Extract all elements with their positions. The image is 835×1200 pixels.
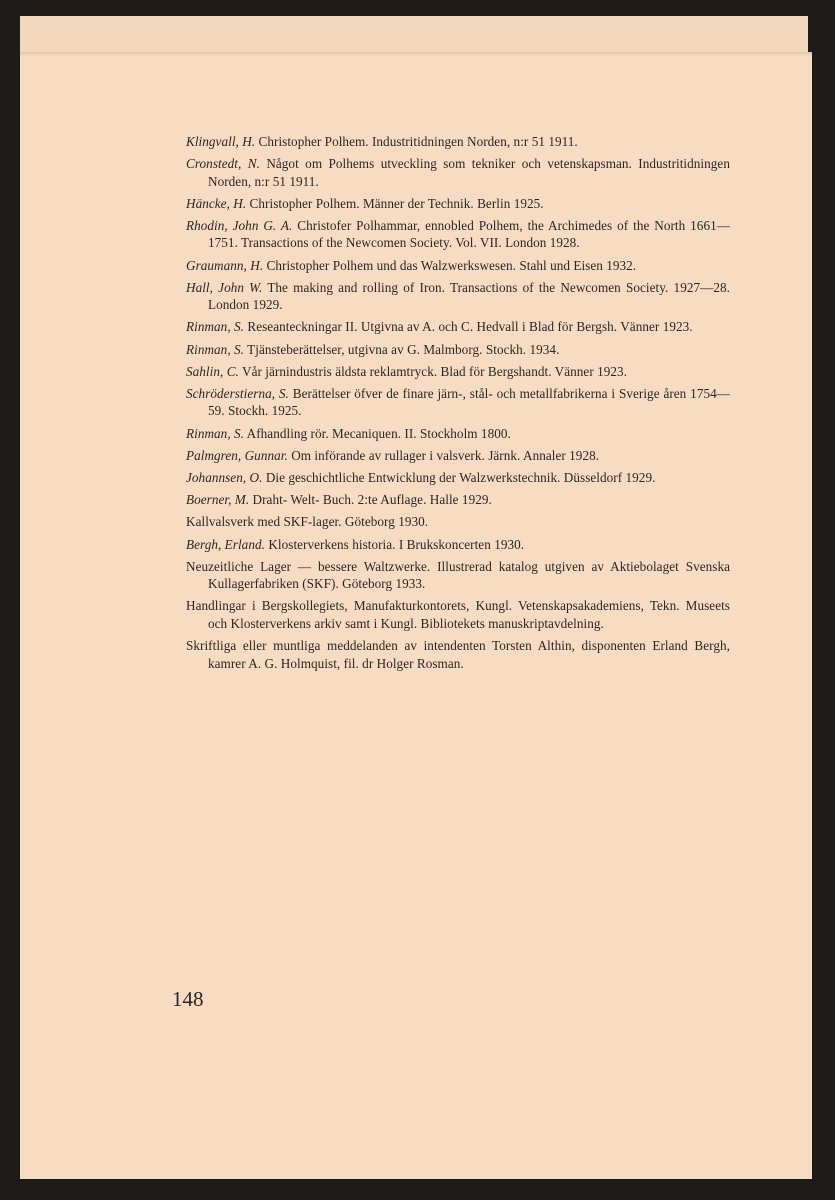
reference-text: Christopher Polhem. Männer der Technik. Berlin 1925.: [249, 195, 544, 211]
reference-text: Christopher Polhem. Industritidningen Norden, n:r 51 1911.: [258, 134, 578, 149]
reference-author: Rinman, S.: [186, 341, 245, 357]
reference-text: Christofer Polhammar, ennobled Polhem, the Archimedes of the North 1661—1751. Transactions of the Newcomen Society. Vol. VII. London 1928.: [208, 218, 730, 251]
reference-text: Klosterverkens historia. I Brukskoncerten 1930.: [268, 536, 525, 552]
reference-text: Skriftliga eller muntliga meddelanden av intendenten Torsten Althin, disponenten Erland Bergh, kamrer A. G. Holmquist, fil. dr Holger Rosman.: [186, 638, 730, 671]
reference-text: Christopher Polhem und das Walzwerkswesen. Stahl und Eisen 1932.: [266, 257, 637, 273]
reference-text: The making and rolling of Iron. Transactions of the Newcomen Society. 1927—28. London 1929.: [208, 279, 730, 313]
reference-author: Boerner, M.: [186, 492, 250, 508]
reference-text: Berättelser öfver de finare järn-, stål- och metallfabrikerna i Sverige åren 1754—59. Stockh. 1925.: [208, 386, 730, 419]
reference-author: Johannsen, O.: [186, 470, 263, 486]
reference-entry: [186, 513, 730, 530]
reference-entry: [186, 425, 730, 442]
reference-text: Handlingar i Bergskollegiets, Manufakturkontorets, Kungl. Vetenskapsakademiens, Tekn. Museets och Klosterverkens arkiv samt i Kungl. Bibliotekets manuskriptavdelning.: [186, 598, 730, 631]
reference-author: Rhodin, John G. A.: [186, 218, 293, 234]
reference-entry: [186, 217, 730, 252]
reference-author: Häncke, H.: [186, 195, 247, 211]
reference-entry: [186, 257, 730, 274]
reference-entry: [186, 558, 730, 593]
reference-text: Tjänsteberättelser, utgivna av G. Malmborg. Stockh. 1934.: [247, 341, 560, 357]
reference-author: Rinman, S.: [186, 425, 245, 441]
reference-author: Bergh, Erland.: [186, 536, 265, 552]
reference-entry: [186, 637, 730, 672]
reference-entry: [186, 385, 730, 420]
reference-author: Hall, John W.: [186, 279, 263, 295]
reference-author: Schröderstierna, S.: [186, 386, 289, 402]
reference-entry: [186, 133, 730, 150]
reference-author: Sahlin, C.: [186, 363, 239, 379]
reference-text: Draht- Welt- Buch. 2:te Auflage. Halle 1929.: [252, 492, 492, 508]
reference-entry: [186, 318, 730, 335]
reference-text: Kallvalsverk med SKF-lager. Göteborg 1930.: [186, 514, 429, 530]
reference-entry: [186, 341, 730, 358]
reference-text: Die geschichtliche Entwicklung der Walzwerkstechnik. Düsseldorf 1929.: [265, 470, 656, 486]
reference-text: Något om Polhems utveckling som tekniker och vetenskapsman. Industritidningen Norden, n:r 51 1911.: [208, 156, 730, 189]
reference-entry: [186, 447, 730, 464]
bibliography: [186, 133, 730, 677]
reference-text: Om införande av rullager i valsverk. Järnk. Annaler 1928.: [291, 447, 600, 463]
reference-text: Neuzeitliche Lager — bessere Waltzwerke. Illustrerad katalog utgiven av Aktiebolaget Svenska Kullagerfabriken (SKF). Göteborg 1933.: [186, 558, 730, 592]
reference-author: Graumann, H.: [186, 257, 264, 273]
reference-text: Afhandling rör. Mecaniquen. II. Stockholm 1800.: [246, 425, 511, 441]
reference-author: Palmgren, Gunnar.: [186, 447, 288, 463]
reference-entry: [186, 597, 730, 632]
reference-entry: [186, 363, 730, 380]
reference-entry: [186, 279, 730, 314]
reference-author: Klingvall, H.: [186, 134, 256, 149]
reference-author: Cronstedt, N.: [186, 156, 260, 172]
reference-entry: [186, 536, 730, 553]
reference-entry: [186, 469, 730, 486]
page-fold: [20, 53, 812, 56]
reference-entry: [186, 491, 730, 508]
reference-text: Vår järnindustris äldsta reklamtryck. Blad för Bergshandt. Vänner 1923.: [242, 363, 628, 379]
reference-entry: [186, 195, 730, 212]
reference-author: Rinman, S.: [186, 319, 245, 335]
page-number: 148: [172, 987, 204, 1011]
reference-entry: [186, 155, 730, 190]
reference-text: Reseanteckningar II. Utgivna av A. och C. Hedvall i Blad för Bergsh. Vänner 1923.: [247, 319, 693, 335]
